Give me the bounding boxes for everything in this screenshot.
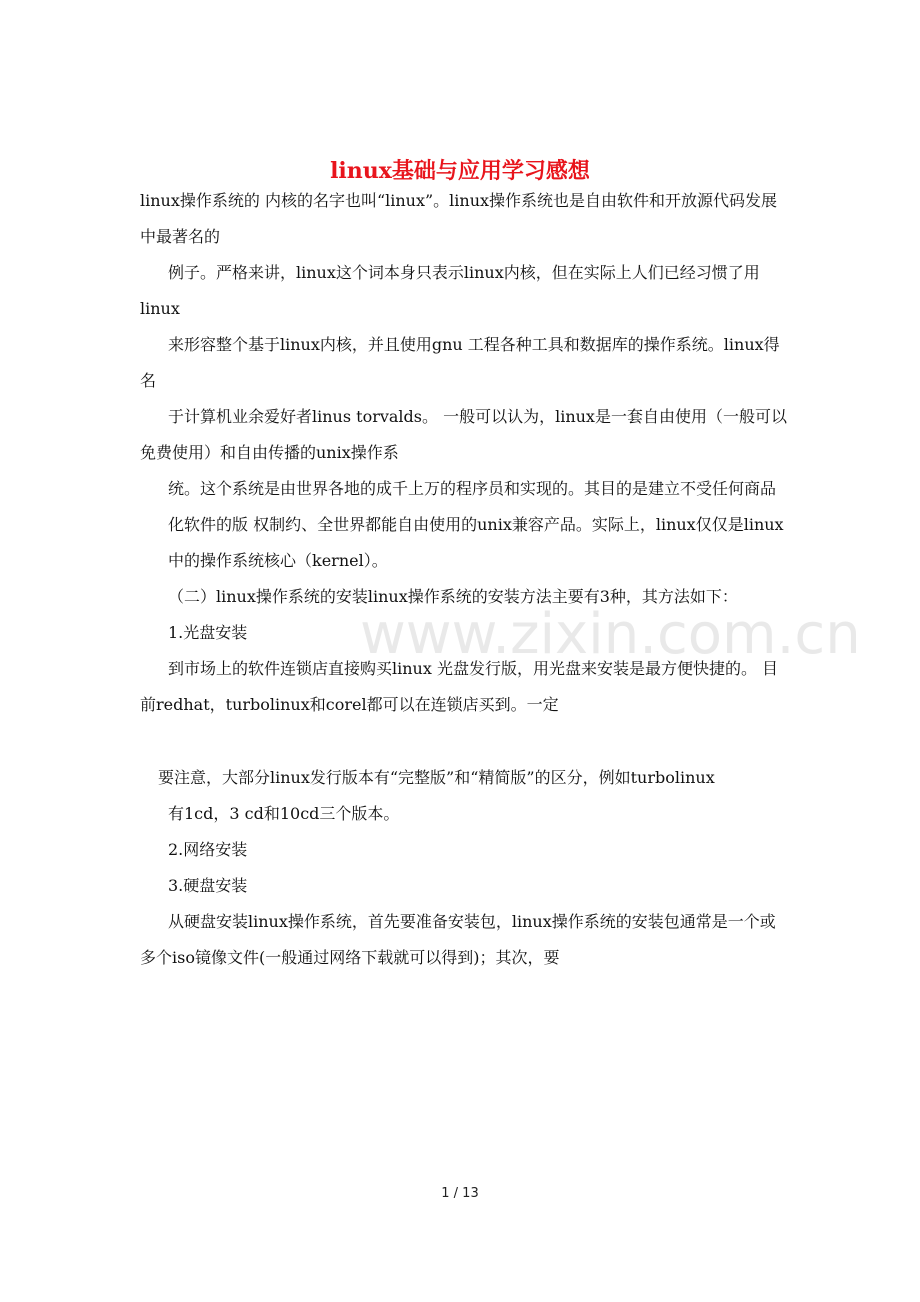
paragraph: linux操作系统的 内核的名字也叫“linux”。linux操作系统也是自由软件和开放源代码发展中最著名的 [140,191,778,246]
document-title: linux基础与应用学习感想 [330,157,590,184]
paragraph: 来形容整个基于linux内核，并且使用gnu 工程各种工具和数据库的操作系统。linux得名 [140,335,780,390]
paragraph: 有1cd，3 cd和10cd三个版本。 [168,804,400,823]
paragraph-gap [140,723,790,760]
watermark: www.zixin.com.cn [360,602,861,667]
paragraph: （二）linux操作系统的安装linux操作系统的安装方法主要有3种，其方法如下： [168,587,738,606]
paragraph: 要注意，大部分linux发行版本有“完整版”和“精简版”的区分，例如turbolinux [158,768,715,787]
paragraph: 例子。严格来讲，linux这个词本身只表示linux内核，但在实际上人们已经习惯了用linux [140,263,760,318]
paragraph: 统。这个系统是由世界各地的成千上万的程序员和实现的。其目的是建立不受任何商品 [168,479,777,498]
paragraph: 从硬盘安装linux操作系统，首先要准备安装包，linux操作系统的安装包通常是一个或多个iso镜像文件(一般通过网络下载就可以得到)；其次，要 [140,912,776,967]
paragraph: 到市场上的软件连锁店直接购买linux 光盘发行版，用光盘来安装是最方便快捷的。 目前redhat，turbolinux和corel都可以在连锁店买到。一定 [140,659,779,714]
paragraph: 2.网络安装 [168,840,248,859]
page-indicator: 1 / 13 [441,1186,479,1201]
paragraph: 化软件的版 权制约、全世界都能自由使用的unix兼容产品。实际上，linux仅仅是linux [168,515,784,534]
document-body [140,183,861,976]
paragraph: 1.光盘安装 [168,623,248,642]
paragraph: 于计算机业余爱好者linus torvalds。 一般可以认为，linux是一套自由使用（一般可以免费使用）和自由传播的unix操作系 [140,407,787,462]
paragraph: 中的操作系统核心（kernel）。 [168,551,388,570]
paragraph: 3.硬盘安装 [168,876,248,895]
